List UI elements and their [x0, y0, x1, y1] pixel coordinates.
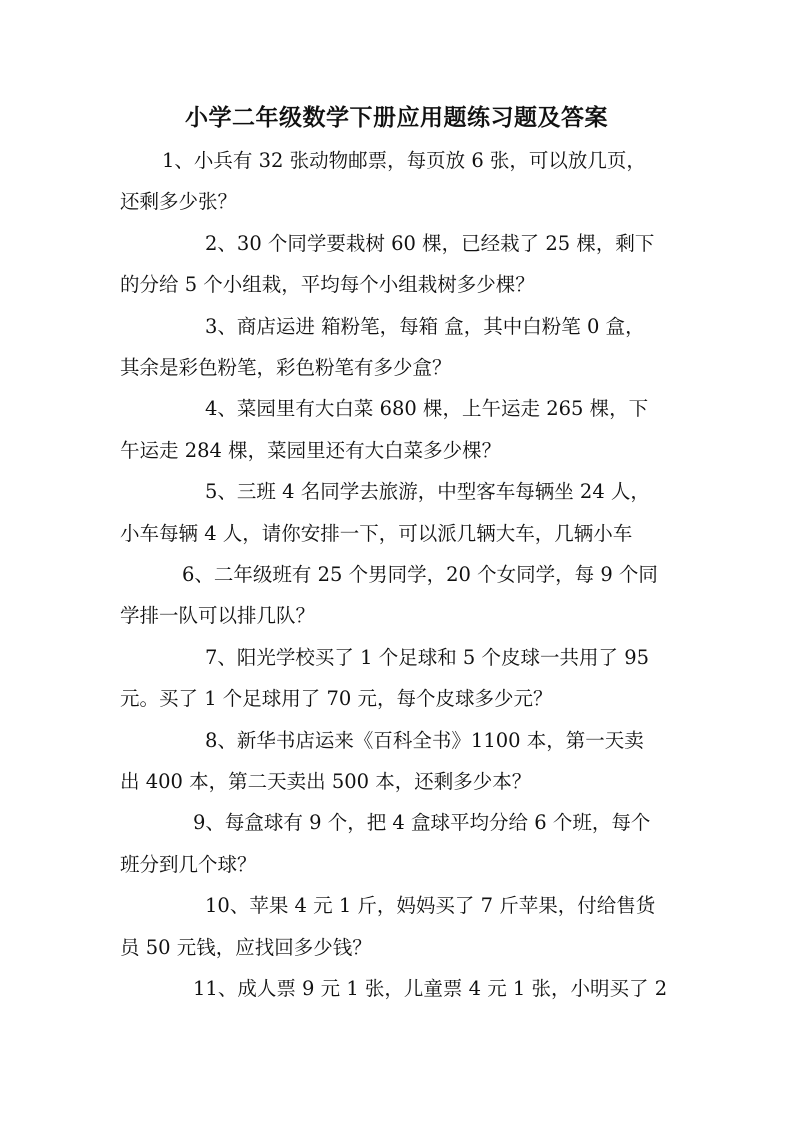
- problem-5-line-1: 5、三班 4 名同学去旅游，中型客车每辆坐 24 人，: [205, 480, 650, 503]
- problem-9-line-1: 9、每盒球有 9 个，把 4 盒球平均分给 6 个班，每个: [193, 811, 651, 834]
- problem-1-line-2: 还剩多少张？: [120, 190, 238, 213]
- problem-3-line-2: 其余是彩色粉笔，彩色粉笔有多少盒？: [120, 356, 452, 379]
- problem-6-line-1: 6、二年级班有 25 个男同学，20 个女同学，每 9 个同: [182, 563, 658, 586]
- problem-2-line-1: 2、30 个同学要栽树 60 棵，已经栽了 25 棵，剩下: [205, 232, 655, 255]
- problem-6-line-2: 学排一队可以排几队？: [120, 604, 316, 627]
- problem-2-line-2: 的分给 5 个小组栽，平均每个小组栽树多少棵？: [120, 273, 535, 296]
- problem-11-line-1: 11、成人票 9 元 1 张，儿童票 4 元 1 张，小明买了 2: [193, 977, 668, 1000]
- problem-3-line-1: 3、商店运进 箱粉笔，每箱 盒，其中白粉笔 0 盒，: [205, 315, 645, 338]
- problem-7-line-1: 7、阳光学校买了 1 个足球和 5 个皮球一共用了 95: [205, 646, 650, 669]
- problem-5-line-2: 小车每辆 4 人，请你安排一下，可以派几辆大车，几辆小车: [120, 522, 633, 545]
- problem-4-line-1: 4、菜园里有大白菜 680 棵，上午运走 265 棵，下: [205, 397, 649, 420]
- problem-1-line-1: 1、小兵有 32 张动物邮票，每页放 6 张，可以放几页，: [162, 149, 646, 172]
- problem-8-line-2: 出 400 本，第二天卖出 500 本，还剩多少本？: [120, 770, 532, 793]
- problem-4-line-2: 午运走 284 棵，菜园里还有大白菜多少棵？: [120, 439, 502, 462]
- page-title: 小学二年级数学下册应用题练习题及答案: [185, 104, 608, 131]
- problem-10-line-2: 员 50 元钱，应找回多少钱？: [120, 936, 372, 959]
- problem-7-line-2: 元。买了 1 个足球用了 70 元，每个皮球多少元？: [120, 687, 553, 710]
- problem-9-line-2: 班分到几个球？: [120, 853, 257, 876]
- problem-10-line-1: 10、苹果 4 元 1 斤，妈妈买了 7 斤苹果，付给售货: [205, 894, 656, 917]
- problem-8-line-1: 8、新华书店运来《百科全书》1100 本，第一天卖: [205, 729, 644, 752]
